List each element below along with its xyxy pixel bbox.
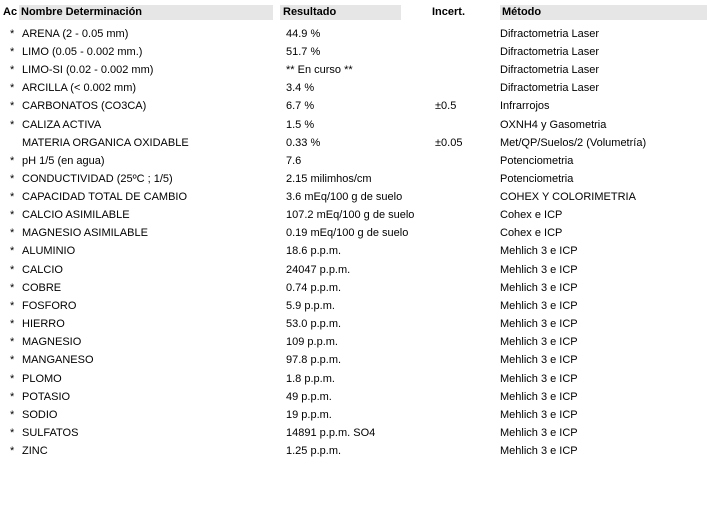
result-value: 1.5 % <box>286 119 315 131</box>
uncertainty-value: ±0.5 <box>435 100 457 112</box>
method-name: OXNH4 y Gasometria <box>500 119 607 131</box>
method-name: Mehlich 3 e ICP <box>500 318 578 330</box>
determination-name: ALUMINIO <box>22 245 76 257</box>
accredited-mark: * <box>10 28 15 40</box>
method-name: Cohex e ICP <box>500 227 563 239</box>
table-row <box>0 206 707 224</box>
table-row <box>0 315 707 333</box>
header-method: Método <box>500 5 707 20</box>
accredited-mark: * <box>10 391 15 403</box>
accredited-mark: * <box>10 318 15 330</box>
table-row <box>0 279 707 297</box>
accredited-mark: * <box>10 245 15 257</box>
method-name: Met/QP/Suelos/2 (Volumetría) <box>500 137 647 149</box>
table-row <box>0 97 707 115</box>
table-row <box>0 188 707 206</box>
accredited-mark: * <box>10 191 15 203</box>
result-value: 109 p.p.m. <box>286 336 338 348</box>
accredited-mark: * <box>10 445 15 457</box>
result-value: ** En curso ** <box>286 64 353 76</box>
result-value: 97.8 p.p.m. <box>286 354 342 366</box>
method-name: Cohex e ICP <box>500 209 563 221</box>
header-name: Nombre Determinación <box>19 5 273 20</box>
result-value: 2.15 milimhos/cm <box>286 173 372 185</box>
determination-name: ZINC <box>22 445 48 457</box>
method-name: Potenciometria <box>500 173 574 185</box>
determination-name: MAGNESIO <box>22 336 82 348</box>
method-name: Difractometria Laser <box>500 82 600 94</box>
determination-name: POTASIO <box>22 391 71 403</box>
accredited-mark: * <box>10 46 15 58</box>
table-row <box>0 351 707 369</box>
table-row <box>0 134 707 152</box>
method-name: Potenciometria <box>500 155 574 167</box>
table-row <box>0 43 707 61</box>
result-value: 18.6 p.p.m. <box>286 245 342 257</box>
accredited-mark: * <box>10 373 15 385</box>
result-value: 14891 p.p.m. SO4 <box>286 427 376 439</box>
method-name: Difractometria Laser <box>500 64 600 76</box>
method-name: Mehlich 3 e ICP <box>500 373 578 385</box>
determination-name: SULFATOS <box>22 427 79 439</box>
method-name: Mehlich 3 e ICP <box>500 409 578 421</box>
result-value: 44.9 % <box>286 28 321 40</box>
method-name: Mehlich 3 e ICP <box>500 354 578 366</box>
result-value: 0.19 mEq/100 g de suelo <box>286 227 409 239</box>
determination-name: PLOMO <box>22 373 62 385</box>
determination-name: CALCIO ASIMILABLE <box>22 209 130 221</box>
result-value: 7.6 <box>286 155 302 167</box>
table-row <box>0 79 707 97</box>
determination-name: CALCIO <box>22 264 63 276</box>
determination-name: LIMO (0.05 - 0.002 mm.) <box>22 46 143 58</box>
result-value: 53.0 p.p.m. <box>286 318 342 330</box>
method-name: Mehlich 3 e ICP <box>500 264 578 276</box>
table-row <box>0 242 707 260</box>
accredited-mark: * <box>10 173 15 185</box>
table-row <box>0 370 707 388</box>
result-value: 0.74 p.p.m. <box>286 282 342 294</box>
header-incert: Incert. <box>432 6 466 18</box>
accredited-mark: * <box>10 64 15 76</box>
accredited-mark: * <box>10 100 15 112</box>
accredited-mark: * <box>10 409 15 421</box>
determination-name: HIERRO <box>22 318 65 330</box>
table-row <box>0 224 707 242</box>
accredited-mark: * <box>10 209 15 221</box>
determination-name: CONDUCTIVIDAD (25ºC ; 1/5) <box>22 173 173 185</box>
determination-name: MATERIA ORGANICA OXIDABLE <box>22 137 189 149</box>
determination-name: CARBONATOS (CO3CA) <box>22 100 147 112</box>
determination-name: SODIO <box>22 409 58 421</box>
result-value: 19 p.p.m. <box>286 409 332 421</box>
result-value: 3.4 % <box>286 82 315 94</box>
table-row <box>0 424 707 442</box>
accredited-mark: * <box>10 300 15 312</box>
method-name: Mehlich 3 e ICP <box>500 336 578 348</box>
method-name: Mehlich 3 e ICP <box>500 282 578 294</box>
table-row <box>0 116 707 134</box>
result-value: 51.7 % <box>286 46 321 58</box>
determination-name: CALIZA ACTIVA <box>22 119 102 131</box>
result-value: 3.6 mEq/100 g de suelo <box>286 191 403 203</box>
table-row <box>0 261 707 279</box>
determination-name: LIMO-SI (0.02 - 0.002 mm) <box>22 64 154 76</box>
table-row <box>0 170 707 188</box>
result-value: 24047 p.p.m. <box>286 264 351 276</box>
determination-name: COBRE <box>22 282 62 294</box>
table-row <box>0 61 707 79</box>
method-name: Mehlich 3 e ICP <box>500 391 578 403</box>
accredited-mark: * <box>10 82 15 94</box>
table-row <box>0 152 707 170</box>
accredited-mark: * <box>10 155 15 167</box>
determination-name: MANGANESO <box>22 354 94 366</box>
result-value: 0.33 % <box>286 137 321 149</box>
result-value: 6.7 % <box>286 100 315 112</box>
determination-name: pH 1/5 (en agua) <box>22 155 105 167</box>
method-name: Mehlich 3 e ICP <box>500 427 578 439</box>
table-row <box>0 333 707 351</box>
header-result: Resultado <box>280 5 401 20</box>
table-row <box>0 25 707 43</box>
accredited-mark: * <box>10 264 15 276</box>
determination-name: ARENA (2 - 0.05 mm) <box>22 28 129 40</box>
accredited-mark: * <box>10 354 15 366</box>
result-value: 107.2 mEq/100 g de suelo <box>286 209 415 221</box>
method-name: COHEX Y COLORIMETRIA <box>500 191 636 203</box>
accredited-mark: * <box>10 282 15 294</box>
result-value: 49 p.p.m. <box>286 391 332 403</box>
table-row <box>0 297 707 315</box>
result-value: 1.25 p.p.m. <box>286 445 342 457</box>
header-ac: Ac <box>3 6 18 18</box>
determination-name: ARCILLA (< 0.002 mm) <box>22 82 137 94</box>
accredited-mark: * <box>10 336 15 348</box>
determination-name: MAGNESIO ASIMILABLE <box>22 227 148 239</box>
accredited-mark: * <box>10 427 15 439</box>
table-row <box>0 442 707 460</box>
method-name: Difractometria Laser <box>500 28 600 40</box>
accredited-mark: * <box>10 227 15 239</box>
method-name: Mehlich 3 e ICP <box>500 245 578 257</box>
method-name: Infrarrojos <box>500 100 550 112</box>
method-name: Mehlich 3 e ICP <box>500 300 578 312</box>
table-row <box>0 388 707 406</box>
result-value: 5.9 p.p.m. <box>286 300 335 312</box>
accredited-mark: * <box>10 119 15 131</box>
determination-name: CAPACIDAD TOTAL DE CAMBIO <box>22 191 188 203</box>
method-name: Mehlich 3 e ICP <box>500 445 578 457</box>
result-value: 1.8 p.p.m. <box>286 373 335 385</box>
uncertainty-value: ±0.05 <box>435 137 463 149</box>
method-name: Difractometria Laser <box>500 46 600 58</box>
determination-name: FOSFORO <box>22 300 77 312</box>
table-row <box>0 406 707 424</box>
